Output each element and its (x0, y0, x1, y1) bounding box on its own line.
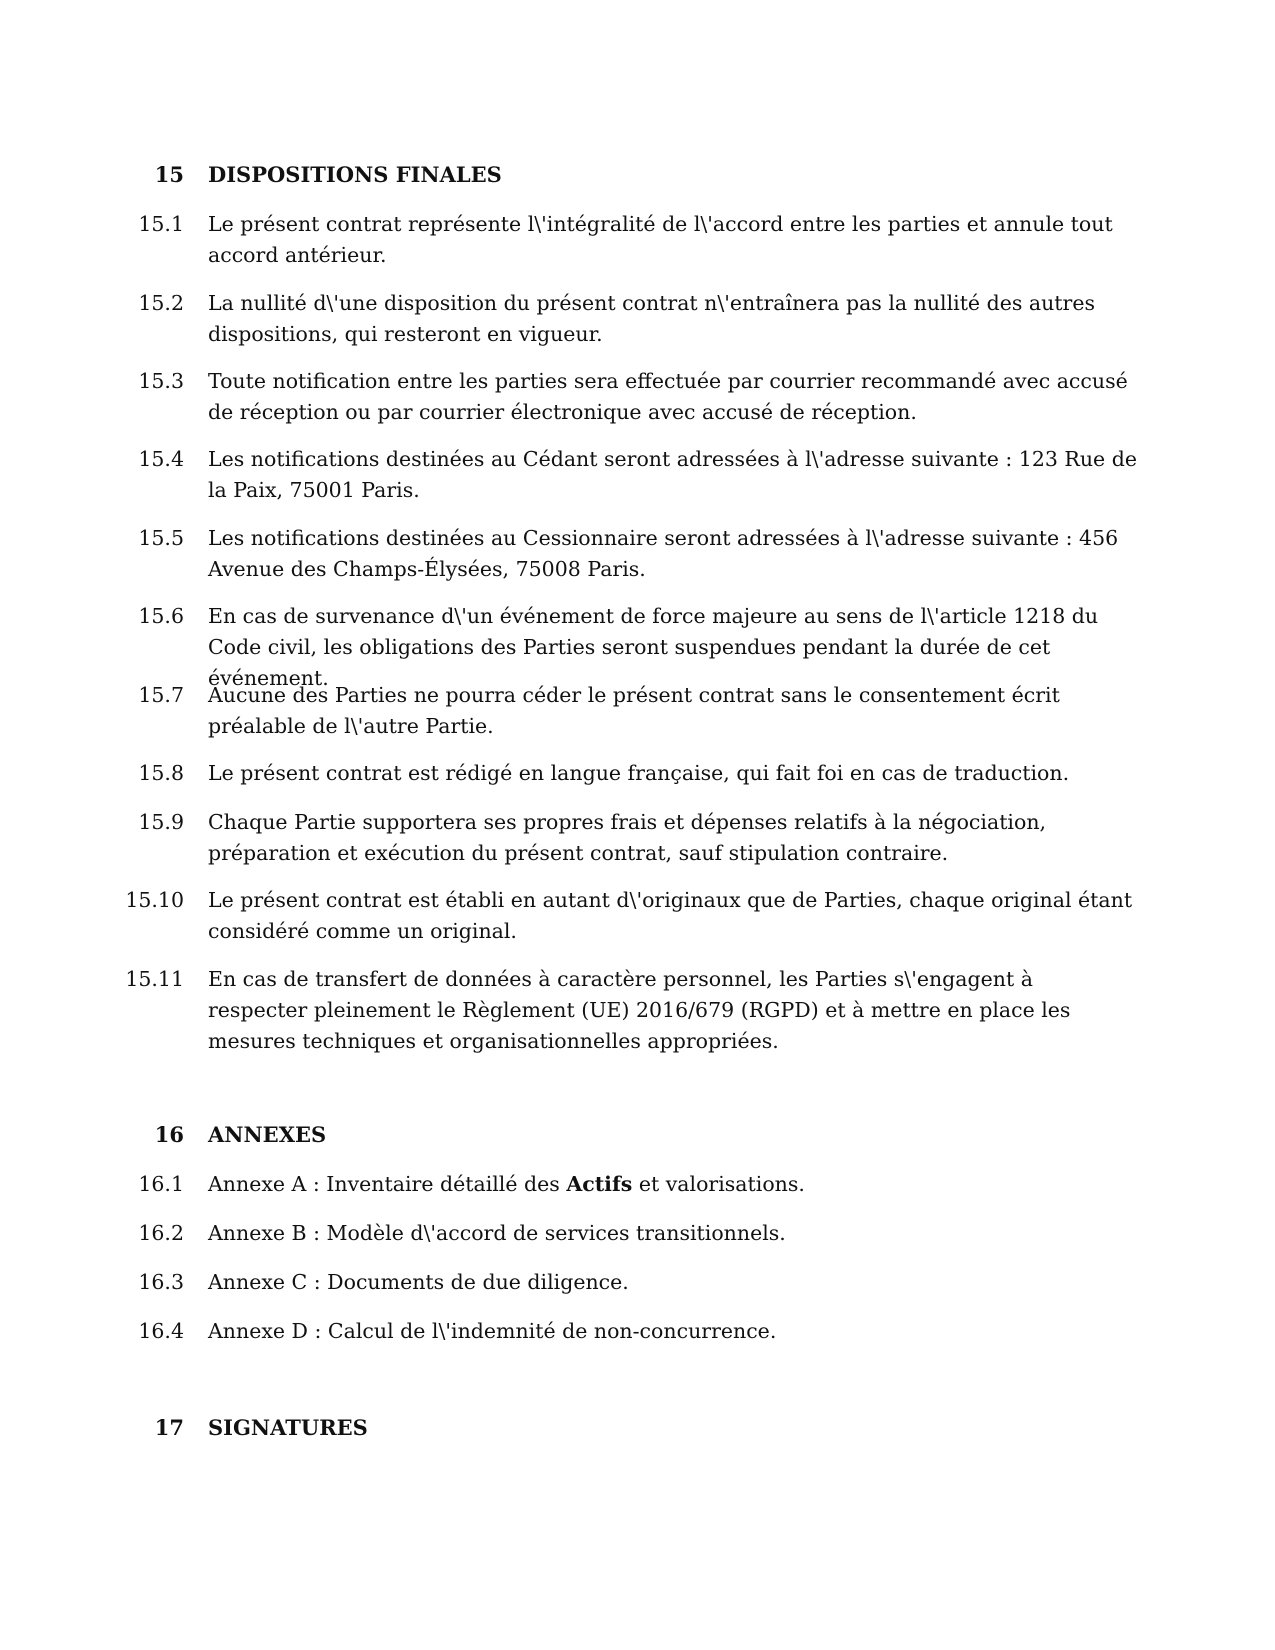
clause-text: Annexe B : Modèle d\'accord de services transitionnels. (208, 1221, 786, 1245)
section-number: 17 (154, 1415, 184, 1440)
clause-text: En cas de survenance d\'un événement de force majeure au sens de l\'article 1218 du Code civil, les obligations des Parties seront suspendues pendant la durée de cet événement. (208, 604, 1099, 690)
clause-number: 16.2 (138, 1221, 184, 1245)
clause-text: La nullité d\'une disposition du présent contrat n\'entraînera pas la nullité des autres dispositions, qui resteront en vigueur. (208, 291, 1095, 346)
section-title: SIGNATURES (208, 1415, 368, 1440)
clause-number: 15.10 (125, 888, 184, 912)
clause-number: 16.3 (138, 1270, 184, 1294)
clause-number: 15.11 (125, 967, 184, 991)
clause-text: Toute notification entre les parties sera effectuée par courrier recommandé avec accusé de réception ou par courrier électronique avec accusé de réception. (208, 369, 1128, 424)
clause-text: Les notifications destinées au Cessionnaire seront adressées à l\'adresse suivante : 456 Avenue des Champs-Élysées, 75008 Paris. (208, 526, 1119, 581)
clause-number: 16.4 (138, 1319, 184, 1343)
section-number: 15 (154, 162, 184, 187)
defined-term-actifs: Actifs (566, 1172, 633, 1196)
clause-text: Chaque Partie supportera ses propres frais et dépenses relatifs à la négociation, préparation et exécution du présent contrat, sauf stipulation contraire. (208, 810, 1047, 865)
section-heading-17 (0, 1413, 1275, 1443)
clause-text-after: et valorisations. (632, 1172, 805, 1196)
clause-number: 15.8 (138, 761, 184, 785)
section-heading-15 (0, 160, 1275, 190)
clause-number: 15.4 (138, 447, 184, 471)
section-number: 16 (154, 1122, 184, 1147)
clause-number: 15.5 (138, 526, 184, 550)
clause-text: Annexe C : Documents de due diligence. (208, 1270, 629, 1294)
clause-text: En cas de transfert de données à caractère personnel, les Parties s\'engagent à respecter pleinement le Règlement (UE) 2016/679 (RGPD) et à mettre en place les mesures techniques et organisationnelles appropriées. (208, 967, 1071, 1053)
clause-number: 15.1 (138, 212, 184, 236)
clause-text (208, 1169, 1138, 1200)
clause-number: 15.7 (138, 683, 184, 707)
clause-number: 15.2 (138, 291, 184, 315)
clause-text: Annexe D : Calcul de l\'indemnité de non-concurrence. (208, 1319, 777, 1343)
clause-text: Les notifications destinées au Cédant seront adressées à l\'adresse suivante : 123 Rue de la Paix, 75001 Paris. (208, 447, 1137, 502)
clause-number: 16.1 (138, 1172, 184, 1196)
section-title: DISPOSITIONS FINALES (208, 162, 502, 187)
clause-number: 15.6 (138, 604, 184, 628)
section-heading-16 (0, 1120, 1275, 1150)
clause-number: 15.3 (138, 369, 184, 393)
clause-text: Le présent contrat est établi en autant d\'originaux que de Parties, chaque original étant considéré comme un original. (208, 888, 1133, 943)
clause-text: Le présent contrat est rédigé en langue française, qui fait foi en cas de traduction. (208, 761, 1070, 785)
clause-text-before: Annexe A : Inventaire détaillé des (208, 1172, 567, 1196)
clause-number: 15.9 (138, 810, 184, 834)
clause-text: Le présent contrat représente l\'intégralité de l\'accord entre les parties et annule tout accord antérieur. (208, 212, 1113, 267)
clause-text: Aucune des Parties ne pourra céder le présent contrat sans le consentement écrit préalable de l\'autre Partie. (208, 683, 1060, 738)
section-title: ANNEXES (208, 1122, 327, 1147)
